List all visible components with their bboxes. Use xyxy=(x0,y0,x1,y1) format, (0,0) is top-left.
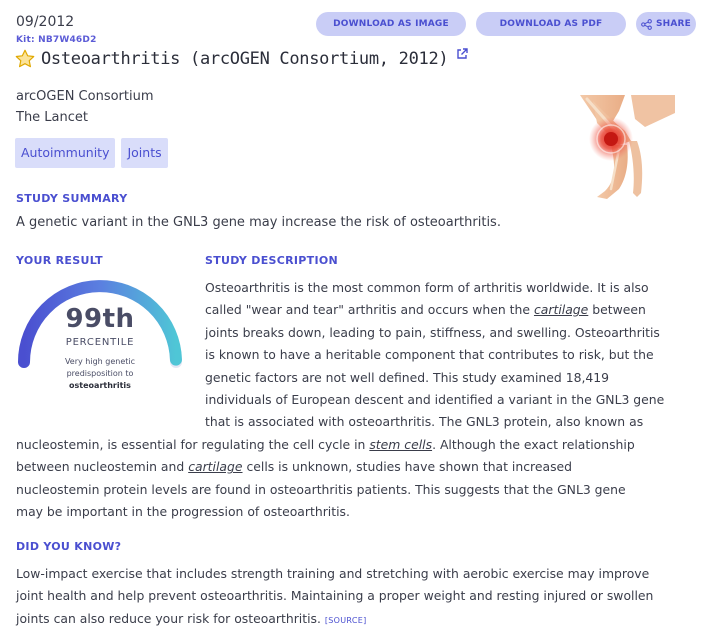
tag-autoimmunity[interactable]: Autoimmunity xyxy=(15,138,115,168)
dyk-line xyxy=(16,608,700,632)
study-summary-text: A genetic variant in the GNL3 gene may increase the risk of osteoarthritis. xyxy=(16,215,501,230)
percentile-desc-line2: predisposition to xyxy=(66,369,134,378)
share-icon xyxy=(641,19,652,30)
study-author: arcOGEN Consortium xyxy=(16,89,154,104)
did-you-know-heading: DID YOU KNOW? xyxy=(16,540,122,553)
download-image-button[interactable]: DOWNLOAD AS IMAGE xyxy=(316,12,466,36)
desc-line: nucleostemin protein levels are found in osteoarthritis patients. This suggests that the GNL3 gene xyxy=(16,481,626,497)
knee-illustration xyxy=(575,93,680,201)
download-pdf-button[interactable]: DOWNLOAD AS PDF xyxy=(476,12,626,36)
your-result-heading: YOUR RESULT xyxy=(16,254,103,267)
study-summary-heading: STUDY SUMMARY xyxy=(16,192,128,205)
desc-line: joints breaks down, leading to pain, stiffness, and swelling. Osteoarthritis xyxy=(205,324,660,340)
source-link[interactable]: [SOURCE] xyxy=(324,615,367,625)
desc-text: called "wear and tear" arthritis and occurs when the xyxy=(205,302,534,318)
did-you-know-text xyxy=(16,563,700,632)
desc-line xyxy=(16,434,696,456)
desc-line xyxy=(16,456,696,478)
desc-line: genetic factors are not well defined. This study examined 18,419 xyxy=(205,369,610,385)
stem-cells-link[interactable]: stem cells xyxy=(369,437,433,452)
study-description-heading: STUDY DESCRIPTION xyxy=(205,254,339,267)
desc-line: is known to have a heritable component that contributes to risk, but the xyxy=(205,347,654,363)
tag-joints[interactable]: Joints xyxy=(121,138,167,168)
share-label: SHARE xyxy=(655,19,692,29)
tag-list xyxy=(15,138,168,168)
percentile-desc-condition: osteoarthritis xyxy=(69,381,131,390)
study-title: Osteoarthritis (arcOGEN Consortium, 2012) xyxy=(41,49,449,69)
dyk-line: Low-impact exercise that includes strength training and stretching with aerobic exercise may improve xyxy=(16,566,650,581)
cartilage-link-2[interactable]: cartilage xyxy=(188,459,243,475)
percentile-description xyxy=(45,356,155,392)
desc-text: cells is unknown, studies have shown that increased xyxy=(242,459,573,475)
cartilage-link[interactable]: cartilage xyxy=(533,302,589,318)
external-link-icon[interactable] xyxy=(456,48,468,60)
study-description-text-cont xyxy=(16,434,696,524)
desc-line: Osteoarthritis is the most common form of arthritis worldwide. It is also xyxy=(205,280,649,295)
desc-text: nucleostemin, is essential for regulating the cell cycle in xyxy=(16,437,370,452)
study-title-row xyxy=(14,48,468,70)
desc-text: between xyxy=(588,302,646,318)
report-date: 09/2012 xyxy=(16,14,75,30)
study-description-text xyxy=(205,277,693,434)
desc-line: that is associated with osteoarthritis. The GNL3 protein, also known as xyxy=(205,414,644,430)
dyk-line: joint health and help prevent osteoarthritis. Maintaining a proper weight and resting injured or swollen xyxy=(16,588,654,604)
share-button[interactable] xyxy=(636,12,696,36)
study-journal: The Lancet xyxy=(16,110,89,125)
favorite-star-icon[interactable] xyxy=(14,48,36,70)
desc-line xyxy=(205,299,693,321)
percentile-value: 99th xyxy=(65,304,135,334)
percentile-label: PERCENTILE xyxy=(65,337,135,348)
desc-line: may be important in the progression of osteoarthritis. xyxy=(16,504,350,520)
kit-id: Kit: NB7W46D2 xyxy=(16,35,97,45)
percentile-desc-line1: Very high genetic xyxy=(64,357,136,366)
desc-text: . Although the exact relationship xyxy=(432,437,635,452)
desc-line: individuals of European descent and identified a variant in the GNL3 gene xyxy=(205,392,665,408)
dyk-text: joints can also reduce your risk for osteoarthritis. xyxy=(16,610,325,626)
desc-text: between nucleostemin and xyxy=(16,459,189,475)
